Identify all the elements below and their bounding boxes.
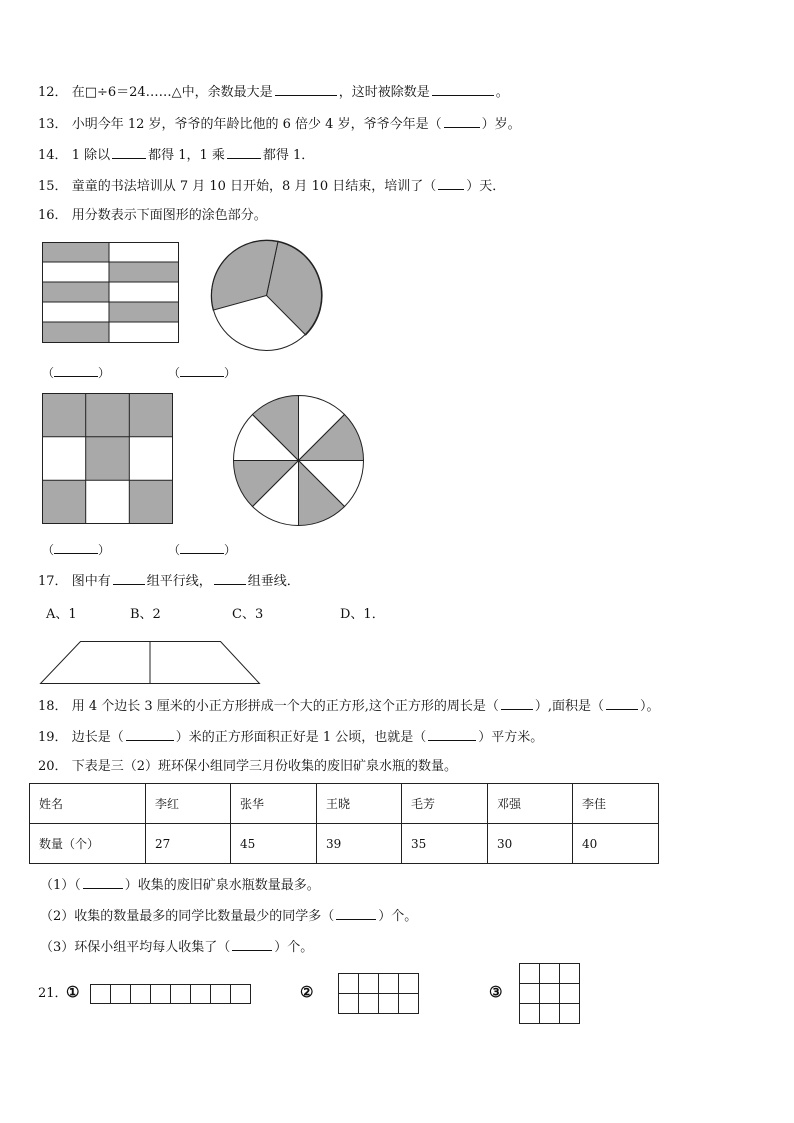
question-21 [38, 986, 68, 1002]
answer-blank[interactable] [444, 115, 480, 128]
question-number: 21． [38, 986, 68, 1001]
table-cell: 毛芳 [402, 784, 488, 824]
table-cell: 张华 [231, 784, 317, 824]
question-12: 12． 在□÷6＝24……△中，余数最大是 ，这时被除数是 。 [38, 85, 509, 100]
answer-blank[interactable] [275, 83, 337, 96]
table-cell: 35 [402, 824, 488, 864]
question-number: 20． [38, 759, 68, 774]
table-row [30, 824, 659, 864]
answer-blank[interactable] [214, 572, 246, 585]
shaded-rectangle-figure [42, 242, 179, 343]
label-3: ③ [489, 983, 503, 1001]
question-number: 19． [38, 730, 68, 745]
question-number: 15． [38, 179, 68, 194]
answer-paren[interactable]: （ ） [168, 543, 237, 557]
subquestion-20-1: （1）（ ）收集的废旧矿泉水瓶数量最多。 [40, 878, 320, 893]
answer-paren[interactable]: （ ） [42, 543, 111, 557]
grid-2x4-figure [338, 973, 419, 1014]
label-2: ② [300, 983, 314, 1001]
table-cell: 30 [488, 824, 573, 864]
question-18: 18． 用 4 个边长 3 厘米的小正方形拼成一个大的正方形,这个正方形的周长是（ ）,面积是（ ）。 [38, 699, 660, 714]
option-b[interactable]: B、2 [130, 607, 161, 622]
question-14: 14． 1 除以 都得 1，1 乘 都得 1． [38, 148, 315, 163]
table-cell: 27 [146, 824, 231, 864]
answer-blank[interactable] [227, 146, 261, 159]
table-cell: 39 [317, 824, 402, 864]
question-20: 20． 下表是三（2）班环保小组同学三月份收集的废旧矿泉水瓶的数量。 [38, 759, 457, 774]
answer-blank[interactable] [112, 146, 146, 159]
question-number: 16． [38, 208, 68, 223]
table-header-row [30, 784, 659, 824]
answer-blank[interactable] [501, 697, 533, 710]
bottles-table [29, 783, 659, 864]
answer-blank[interactable] [428, 728, 476, 741]
table-cell: 李红 [146, 784, 231, 824]
table-cell: 邓强 [488, 784, 573, 824]
option-c[interactable]: C、3 [232, 607, 264, 622]
answer-paren[interactable]: （ ） [168, 366, 237, 380]
answer-blank[interactable] [83, 876, 123, 889]
answer-blank[interactable] [606, 697, 638, 710]
option-a[interactable]: A、1 [46, 607, 77, 622]
grid-1x8-figure [90, 984, 251, 1004]
question-15: 15． 童童的书法培训从 7 月 10 日开始，8 月 10 日结束，培训了（ ）天． [38, 179, 506, 194]
question-number: 17． [38, 574, 68, 589]
label-1: ① [66, 983, 80, 1001]
table-cell: 45 [231, 824, 317, 864]
subquestion-20-2: （2）收集的数量最多的同学比数量最少的同学多（ ）个。 [40, 909, 418, 924]
question-number: 13． [38, 117, 68, 132]
trapezoid-figure [40, 641, 260, 684]
answer-blank[interactable] [432, 83, 494, 96]
table-cell: 李佳 [573, 784, 659, 824]
table-cell: 40 [573, 824, 659, 864]
answer-blank[interactable] [336, 907, 376, 920]
question-number: 14． [38, 148, 68, 163]
table-cell: 姓名 [30, 784, 146, 824]
answer-paren[interactable]: （ ） [42, 366, 111, 380]
question-19: 19． 边长是（ ）米的正方形面积正好是 1 公顷，也就是（ ）平方米。 [38, 730, 544, 745]
question-17: 17． 图中有 组平行线， 组垂线． [38, 574, 300, 589]
shaded-grid-figure [42, 393, 173, 524]
answer-blank[interactable] [113, 572, 145, 585]
answer-blank[interactable] [232, 938, 272, 951]
option-d[interactable]: D、1． [340, 607, 385, 622]
grid-3x3-figure [519, 963, 580, 1024]
question-16: 16． 用分数表示下面图形的涂色部分。 [38, 208, 267, 223]
subquestion-20-3: （3）环保小组平均每人收集了（ ）个。 [40, 940, 314, 955]
question-13: 13． 小明今年 12 岁，爷爷的年龄比他的 6 倍少 4 岁，爷爷今年是（ ）岁。 [38, 117, 521, 132]
shaded-circle-thirds-figure [211, 240, 322, 351]
question-number: 12． [38, 85, 68, 100]
answer-blank[interactable] [126, 728, 174, 741]
table-cell: 王晓 [317, 784, 402, 824]
shaded-circle-eighths-figure [233, 395, 364, 526]
table-cell: 数量（个） [30, 824, 146, 864]
question-number: 18． [38, 699, 68, 714]
answer-blank[interactable] [438, 177, 464, 190]
